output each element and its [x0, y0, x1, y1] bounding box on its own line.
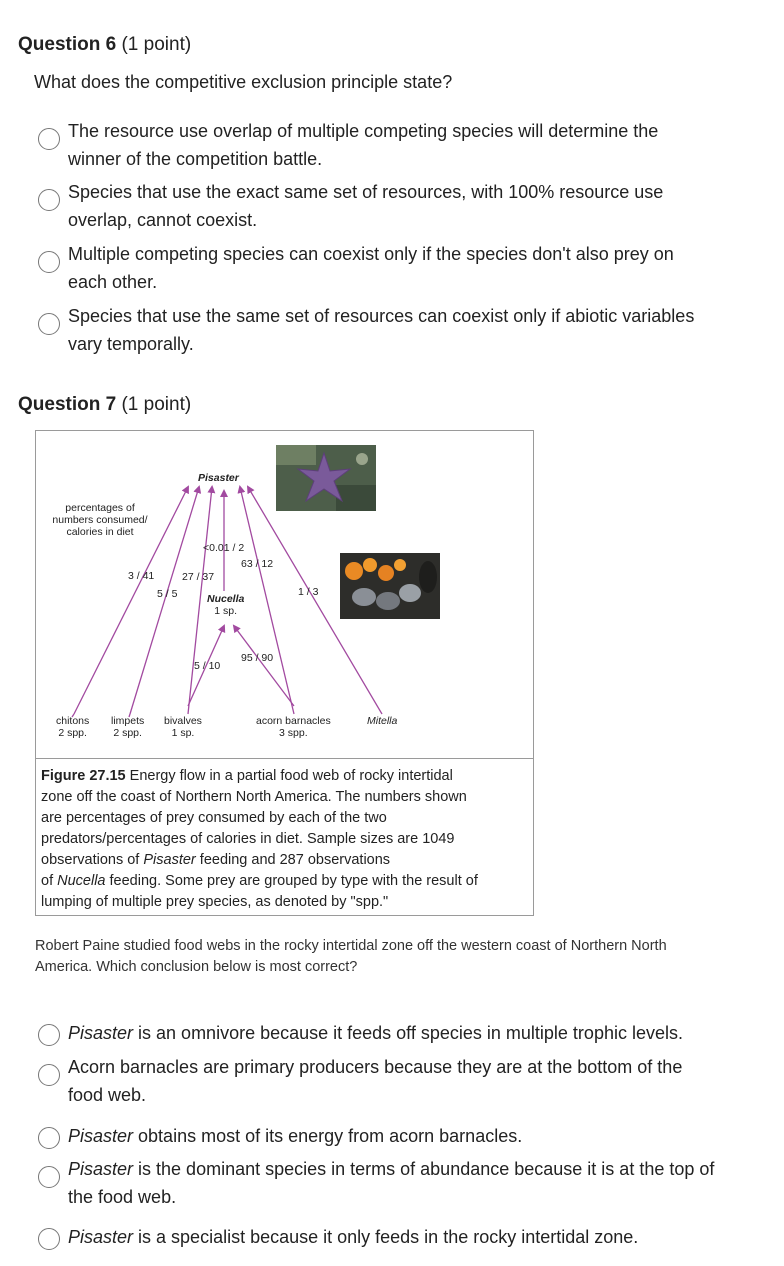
- pisaster-photo: [276, 445, 376, 511]
- question-6-prompt: What does the competitive exclusion principle state?: [34, 72, 453, 92]
- q6-option-2[interactable]: [38, 182, 664, 234]
- q6-option-2-radio[interactable]: [38, 189, 60, 211]
- label-1-3: 1 / 3: [298, 586, 319, 598]
- q6-option-4[interactable]: [38, 306, 695, 358]
- q7-option-5-radio[interactable]: [38, 1228, 60, 1250]
- label-27-37: 27 / 37: [182, 571, 215, 583]
- acorn-barnacles-label: acorn barnacles 3 spp.: [256, 715, 331, 739]
- q6-option-3[interactable]: [38, 244, 674, 296]
- food-web-figure: [35, 430, 534, 916]
- q7-option-2[interactable]: [38, 1057, 683, 1109]
- q7-option-1[interactable]: [38, 1022, 683, 1047]
- legend-label: percentages of numbers consumed/ calories in diet: [52, 502, 148, 538]
- q6-option-4-text[interactable]: Species that use the same set of resources can coexist only if abiotic variables vary temporally.: [68, 306, 695, 354]
- label-63-12: 63 / 12: [241, 558, 274, 570]
- q7-option-1-radio[interactable]: [38, 1024, 60, 1046]
- q7-option-2-text[interactable]: Acorn barnacles are primary producers because they are at the bottom of the food web.: [68, 1057, 683, 1105]
- label-5-10: 5 / 10: [194, 660, 221, 672]
- mitella-photo: [340, 553, 440, 619]
- question-7-number: Question 7: [18, 394, 117, 415]
- q6-option-1-radio[interactable]: [38, 128, 60, 150]
- limpets-label: limpets 2 spp.: [111, 715, 145, 739]
- question-7-points: (1 point): [121, 394, 192, 415]
- q7-option-3-radio[interactable]: [38, 1127, 60, 1149]
- q7-option-5[interactable]: [38, 1226, 638, 1251]
- q6-option-3-text[interactable]: Multiple competing species can coexist only if the species don't also prey on each other.: [68, 244, 674, 292]
- pisaster-label: Pisaster: [198, 472, 239, 484]
- q7-option-5-text[interactable]: Pisaster is a specialist because it only feeds in the rocky intertidal zone.: [68, 1227, 639, 1247]
- label-5-5: 5 / 5: [157, 588, 178, 600]
- q7-option-1-text[interactable]: Pisaster is an omnivore because it feeds off species in multiple trophic levels.: [68, 1023, 683, 1043]
- question-6-number: Question 6: [18, 34, 117, 55]
- q6-option-1[interactable]: [38, 121, 659, 173]
- arrow-acorn-nucella: [234, 626, 294, 706]
- q7-option-3-text[interactable]: Pisaster obtains most of its energy from acorn barnacles.: [68, 1126, 523, 1146]
- q7-option-4-text[interactable]: Pisaster is the dominant species in terms of abundance because it is at the top of the food web.: [68, 1159, 715, 1207]
- question-6-header: [18, 34, 191, 56]
- q6-option-4-radio[interactable]: [38, 313, 60, 335]
- arrow-acorn-pisaster: [240, 487, 294, 714]
- q6-option-2-text[interactable]: Species that use the exact same set of resources, with 100% resource use overlap, cannot coexist.: [68, 182, 664, 230]
- q7-option-2-radio[interactable]: [38, 1064, 60, 1086]
- nucella-label: Nucella 1 sp.: [207, 593, 245, 617]
- label-95-90: 95 / 90: [241, 652, 274, 664]
- question-7-prompt: Robert Paine studied food webs in the rocky intertidal zone off the western coast of Northern North America. Which conclusion below is most correct?: [35, 938, 667, 975]
- figure-caption: Figure 27.15 Energy flow in a partial food web of rocky intertidal zone off the coast of Northern North America. The numbers shown are percentages of prey consumed by each of the two predators/percentages of calories in diet. Sample sizes are 1049 observations of Pisaster feeding and 287 observations of Nucella feeding. Some prey are grouped by type with the result of lumping of multiple prey species, as denoted by "spp.": [41, 768, 478, 910]
- question-7-header: [18, 394, 191, 416]
- q6-option-1-text[interactable]: The resource use overlap of multiple competing species will determine the winner of the competition battle.: [68, 121, 659, 169]
- chitons-label: chitons 2 spp.: [56, 715, 90, 739]
- figure-divider: [36, 758, 533, 759]
- q7-option-4[interactable]: [38, 1159, 715, 1211]
- label-lt001-2: <0.01 / 2: [203, 542, 245, 554]
- label-3-41: 3 / 41: [128, 570, 155, 582]
- q7-option-3[interactable]: [38, 1125, 522, 1150]
- q7-option-4-radio[interactable]: [38, 1166, 60, 1188]
- bivalves-label: bivalves 1 sp.: [164, 715, 202, 739]
- question-6-points: (1 point): [121, 34, 192, 55]
- q6-option-3-radio[interactable]: [38, 251, 60, 273]
- mitella-label: Mitella: [367, 715, 398, 727]
